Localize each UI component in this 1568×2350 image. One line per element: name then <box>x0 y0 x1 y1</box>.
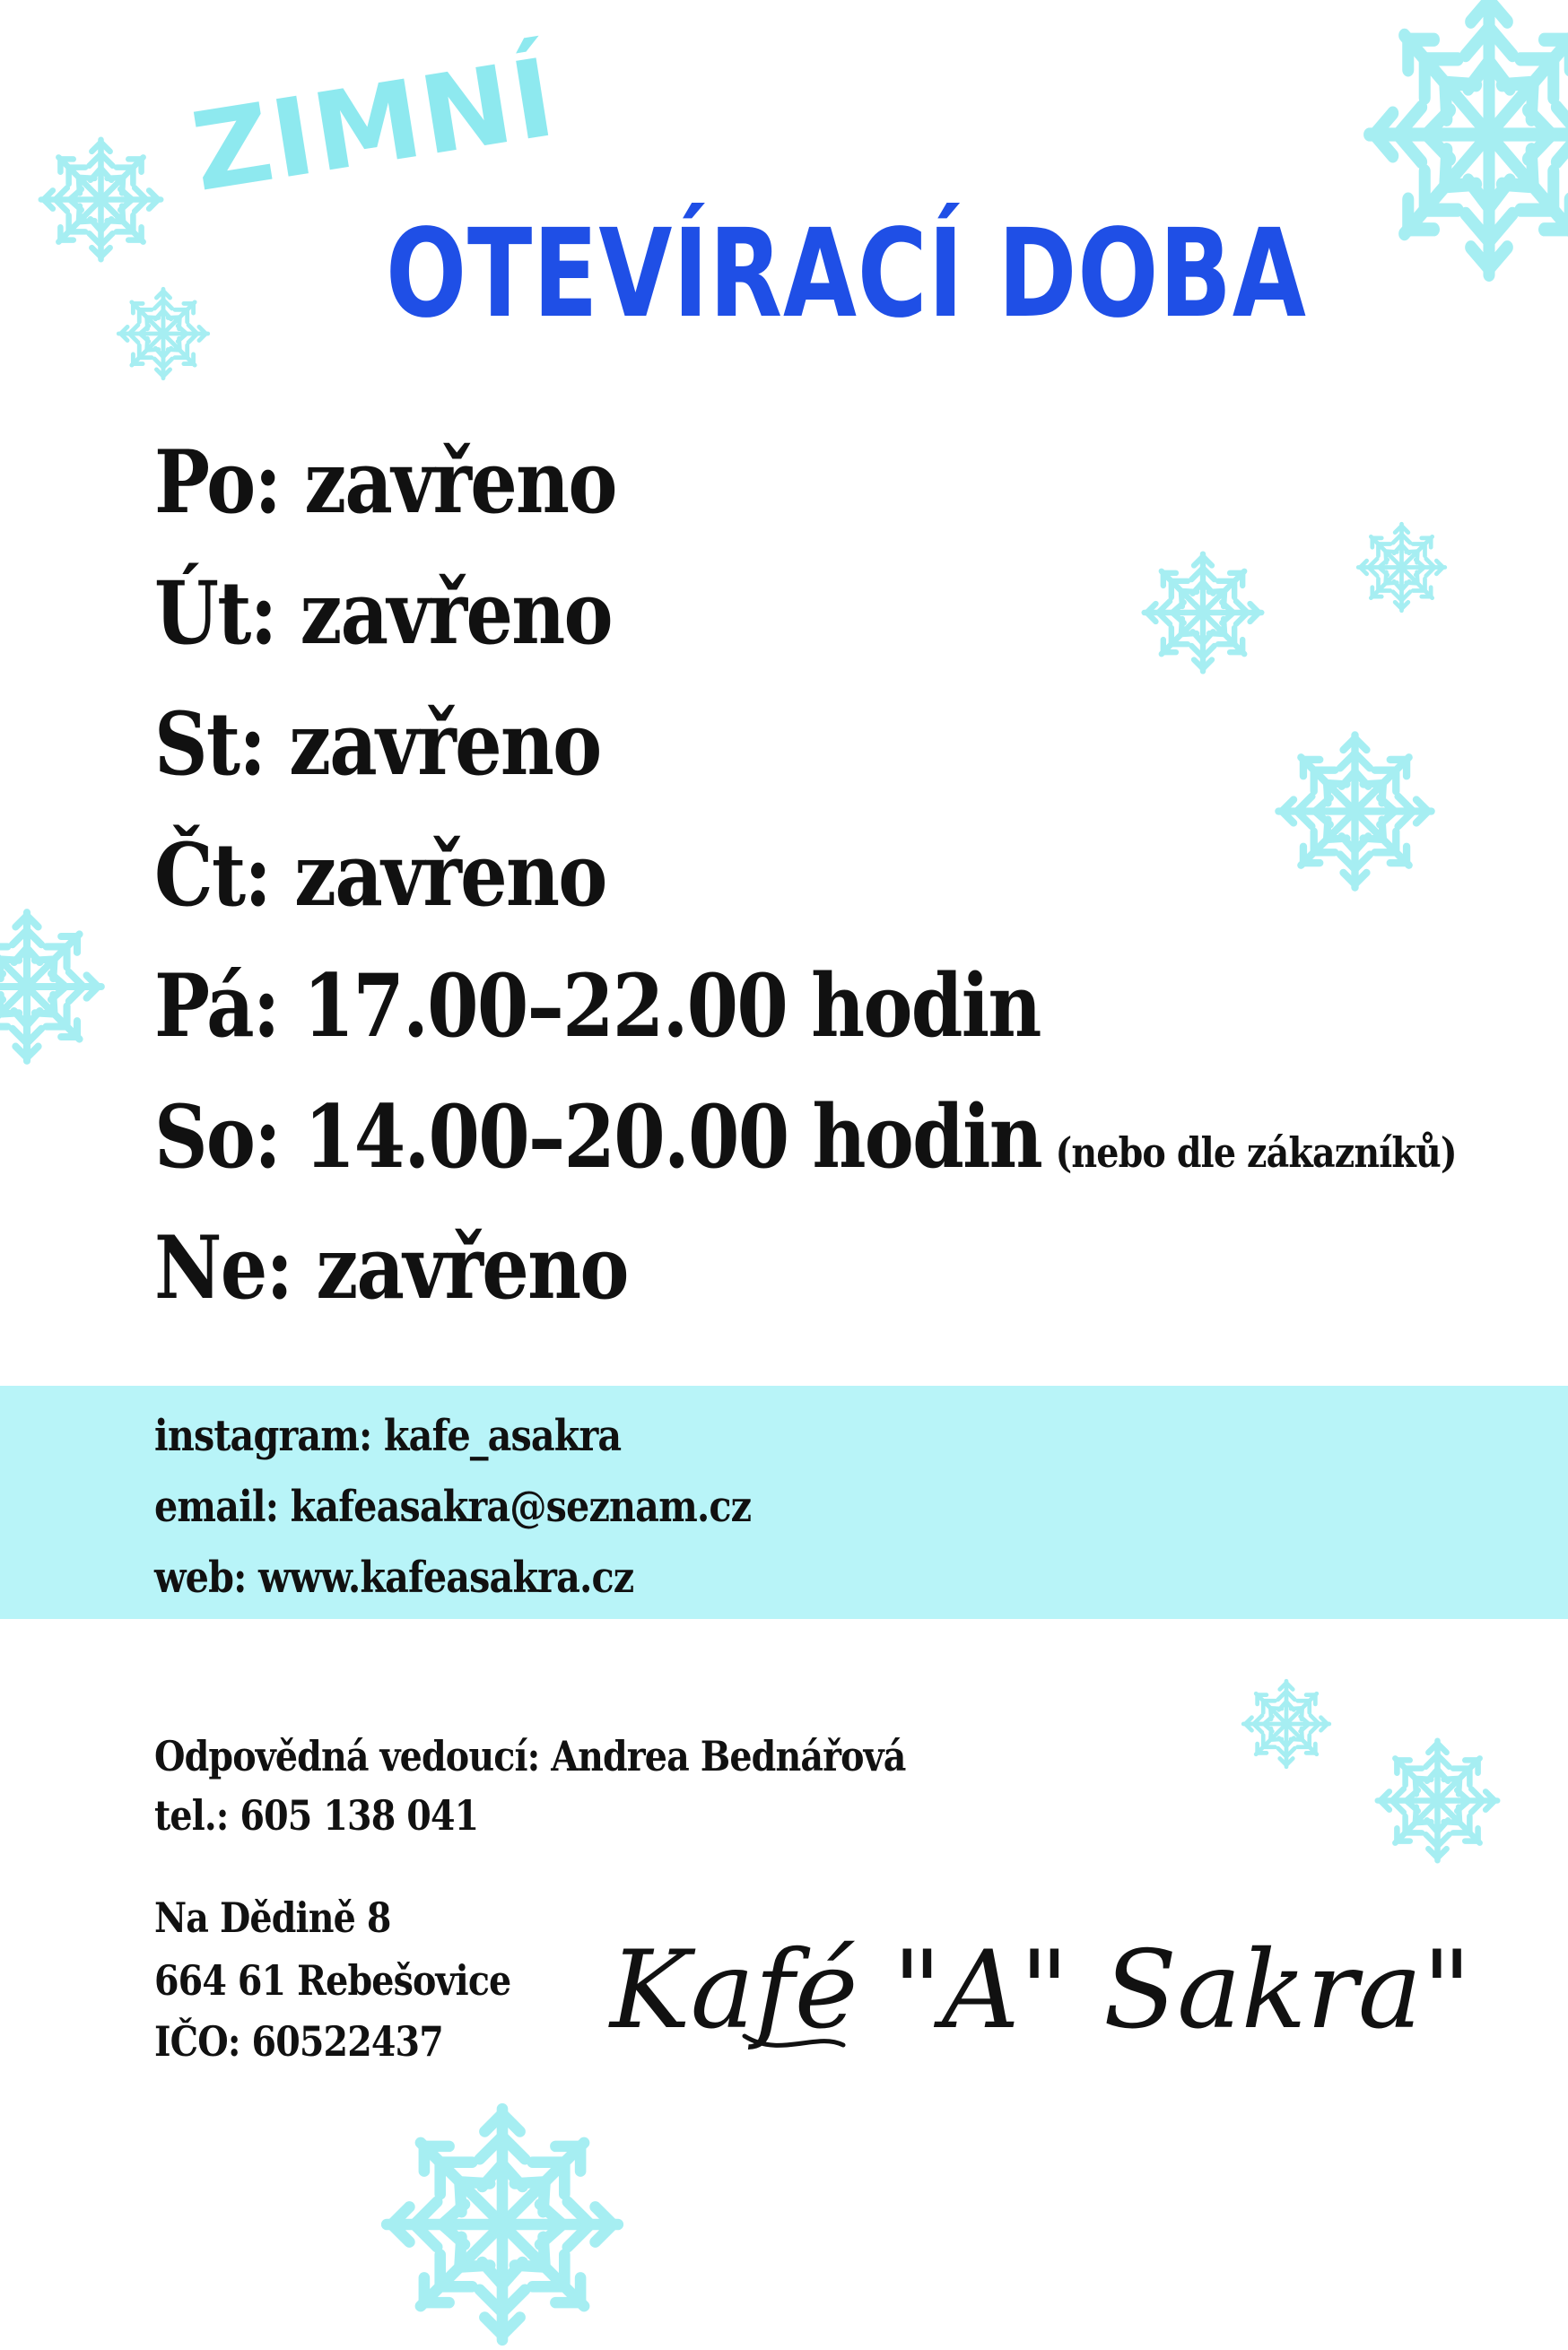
hours-friday-text: Pá: 17.00–22.00 hodin <box>154 955 1041 1057</box>
hours-saturday-text: So: 14.00–20.00 hodin <box>154 1086 1042 1188</box>
snowflake-icon <box>377 2099 628 2350</box>
snowflake-icon <box>1372 1736 1503 1866</box>
hours-thursday-text: Čt: zavřeno <box>154 824 606 926</box>
hours-tuesday-text: Út: zavřeno <box>154 562 612 664</box>
snowflake-icon <box>36 135 166 265</box>
hours-sunday-text: Ne: zavřeno <box>154 1217 628 1319</box>
title-opening-hours: OTEVÍRACÍ DOBA <box>386 204 1307 345</box>
manager-phone: tel.: 605 138 041 <box>154 1791 479 1840</box>
snowflake-icon <box>115 285 212 382</box>
contact-email: email: kafeasakra@seznam.cz <box>154 1482 752 1532</box>
contact-band <box>0 1386 1568 1619</box>
cafe-logo <box>610 1902 1472 2081</box>
opening-hours-list <box>154 417 1568 1334</box>
hours-tuesday <box>154 548 1457 679</box>
cafe-logo-text: Kafé "A" Sakra" <box>610 1928 1472 2053</box>
hours-friday <box>154 941 1457 1072</box>
logo-underline <box>610 1902 1472 2081</box>
hours-saturday-note: (nebo dle zákazníků) <box>1055 1128 1457 1177</box>
contact-instagram: instagram: kafe_asakra <box>154 1411 622 1461</box>
hours-saturday <box>154 1072 1457 1203</box>
address-street: Na Dědině 8 <box>154 1893 391 1942</box>
title-winter: ZIMNÍ <box>184 36 564 216</box>
manager-name: Odpovědná vedoucí: Andrea Bednářová <box>154 1732 906 1780</box>
snowflake-icon <box>1359 0 1568 287</box>
address-city: 664 61 Rebešovice <box>154 1956 511 2005</box>
contact-web: web: www.kafeasakra.cz <box>154 1553 634 1603</box>
address-ico: IČO: 60522437 <box>154 2017 443 2066</box>
hours-wednesday-text: St: zavřeno <box>154 693 601 795</box>
hours-monday <box>154 417 1457 548</box>
snowflake-icon <box>0 906 108 1067</box>
hours-monday-text: Po: zavřeno <box>154 431 616 533</box>
hours-sunday <box>154 1203 1457 1334</box>
hours-thursday <box>154 810 1457 941</box>
hours-wednesday <box>154 679 1457 810</box>
snowflake-icon <box>1240 1677 1333 1771</box>
